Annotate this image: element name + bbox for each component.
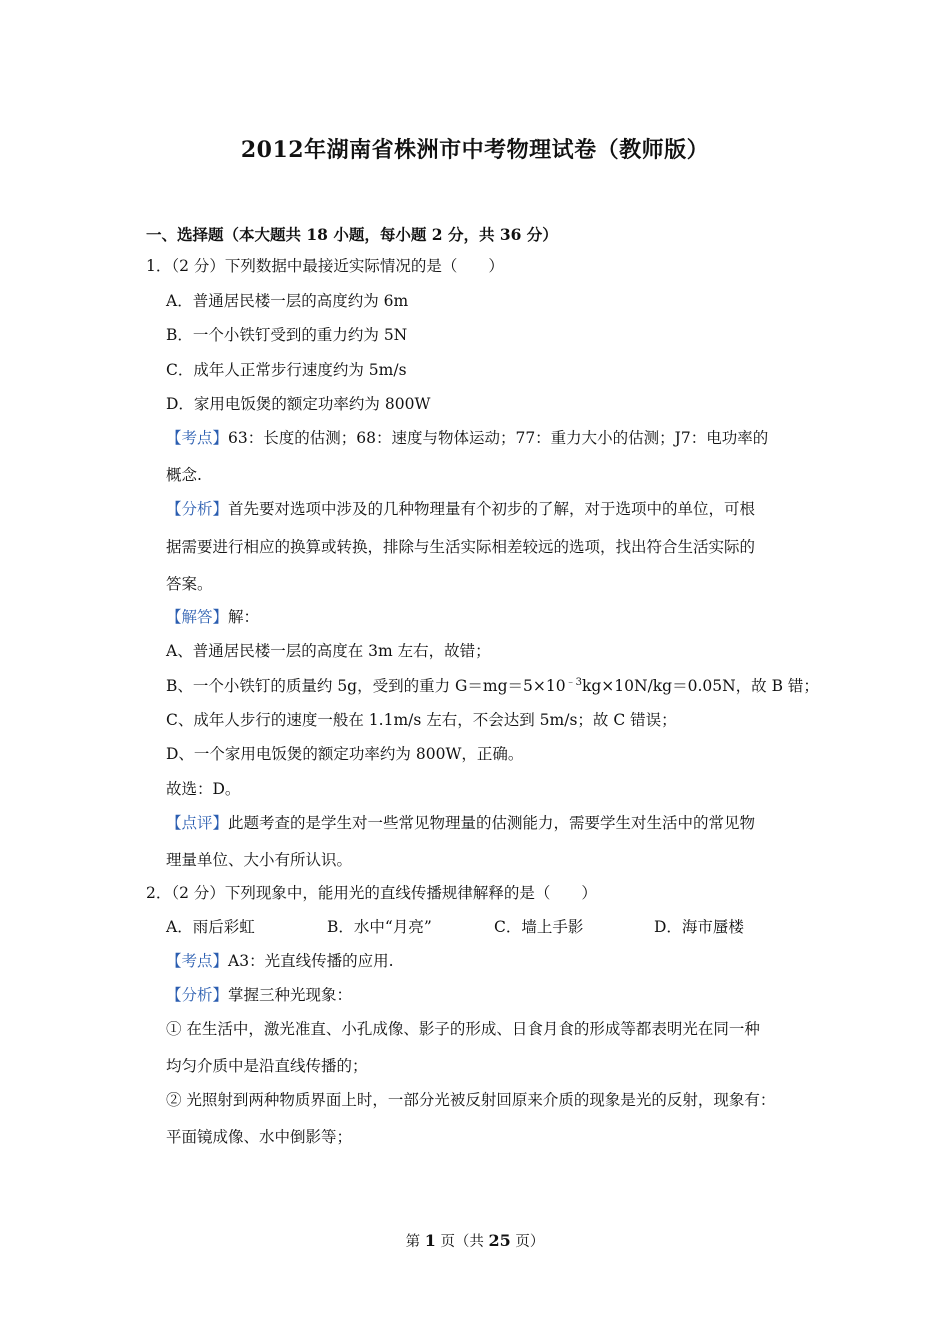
- question-2-stem: 2．（2 分）下列现象中，能用光的直线传播规律解释的是（ ）: [146, 884, 597, 902]
- q1-fenxi: [166, 499, 755, 519]
- dianping-text: 此题考查的是学生对一些常见物理量的估测能力，需要学生对生活中的常见物: [228, 814, 756, 832]
- question-2-option-d: D．海市蜃楼: [654, 918, 744, 936]
- question-2-option-a: A．雨后彩虹: [166, 918, 255, 936]
- question-1-option-c: C．成年人正常步行速度约为 5m/s: [166, 361, 407, 379]
- kaodian-text: 63：长度的估测；68：速度与物体运动；77：重力大小的估测；J7：电功率的: [228, 429, 769, 447]
- dianping-tag: 【点评】: [166, 814, 229, 832]
- q2-fenxi: [166, 985, 352, 1005]
- q1-answer-c: C、成年人步行的速度一般在 1.1m/s 左右，不会达到 5m/s；故 C 错误；: [166, 711, 677, 729]
- fenxi-text: 首先要对选项中涉及的几种物理量有个初步的了解，对于选项中的单位，可根: [228, 500, 756, 518]
- q2-point-1: ① 在生活中，激光准直、小孔成像、影子的形成、日食月食的形成等都表明光在同一种: [166, 1020, 760, 1038]
- q1-dianping-cont: 理量单位、大小有所认识。: [166, 851, 353, 869]
- q2-point-2: ② 光照射到两种物质界面上时，一部分光被反射回原来介质的现象是光的反射，现象有：: [166, 1091, 776, 1109]
- q1-answer-d: D、一个家用电饭煲的额定功率约为 800W，正确。: [166, 745, 524, 763]
- q1-fenxi-cont-2: 答案。: [166, 575, 213, 593]
- q2-point-2-cont: 平面镜成像、水中倒影等；: [166, 1128, 353, 1146]
- question-1-stem: 1．（2 分）下列数据中最接近实际情况的是（ ）: [146, 257, 504, 275]
- footer-total-pages: 25: [488, 1231, 511, 1250]
- q1-answer-b: [166, 676, 819, 696]
- question-2-option-c: C．墙上手影: [494, 918, 584, 936]
- q1-jieda: [166, 607, 259, 627]
- q2-point-1-cont: 均匀介质中是沿直线传播的；: [166, 1057, 368, 1075]
- fenxi-tag: 【分析】: [166, 500, 229, 518]
- footer-mid: 页（共: [440, 1234, 484, 1250]
- q2-kaodian: [166, 951, 394, 971]
- answer-b-post: kg×10N/kg＝0.05N，故 B 错；: [581, 677, 819, 695]
- fenxi-text: 掌握三种光现象：: [228, 986, 353, 1004]
- answer-b-pre: B、一个小铁钉的质量约 5g，受到的重力 G＝mg＝5×10: [166, 677, 566, 695]
- q1-kaodian: [166, 428, 768, 448]
- q1-choice: 故选：D。: [166, 780, 241, 798]
- question-1-option-a: A．普通居民楼一层的高度约为 6m: [166, 292, 409, 310]
- kaodian-tag: 【考点】: [166, 952, 229, 970]
- q1-kaodian-cont: 概念.: [166, 466, 202, 484]
- page-footer: [0, 1230, 950, 1251]
- kaodian-text: A3：光直线传播的应用.: [228, 952, 394, 970]
- question-2-option-b: B．水中“月亮”: [327, 918, 432, 936]
- q1-fenxi-cont-1: 据需要进行相应的换算或转换，排除与生活实际相差较远的选项，找出符合生活实际的: [166, 538, 756, 556]
- question-1-option-b: B．一个小铁钉受到的重力约为 5N: [166, 326, 408, 344]
- section-heading: 一、选择题（本大题共 18 小题，每小题 2 分，共 36 分）: [146, 225, 558, 244]
- q1-dianping: [166, 813, 755, 833]
- question-1-option-d: D．家用电饭煲的额定功率约为 800W: [166, 395, 431, 413]
- q1-answer-a: A、普通居民楼一层的高度在 3m 左右，故错；: [166, 642, 491, 660]
- fenxi-tag: 【分析】: [166, 986, 229, 1004]
- document-title: 2012年湖南省株洲市中考物理试卷（教师版）: [240, 137, 710, 163]
- jieda-head: 解：: [228, 608, 260, 626]
- footer-page-number: 1: [424, 1231, 436, 1250]
- jieda-tag: 【解答】: [166, 608, 229, 626]
- answer-b-exponent: ﹣3: [565, 677, 582, 688]
- kaodian-tag: 【考点】: [166, 429, 229, 447]
- footer-post: 页）: [515, 1234, 545, 1250]
- footer-pre: 第: [405, 1234, 421, 1250]
